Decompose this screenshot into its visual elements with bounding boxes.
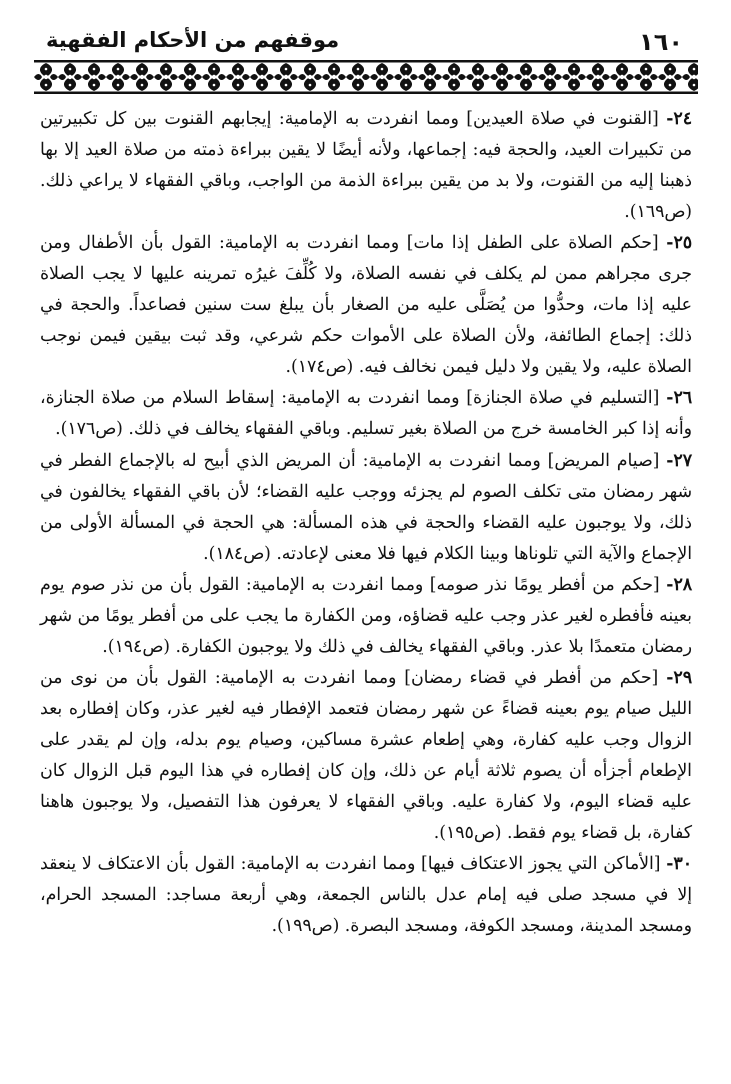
entry-number: ٢٦- (666, 388, 693, 409)
entry-text: [صيام المريض] ومما انفردت به الإمامية: أن المريض الذي أبيح له بالإجماع الفطر في شهر رمضان متى تكلف الصوم لم يجزئه ووجب عليه القضاء؛ لأن باقي الفقهاء يخالفون في ذلك، ولا يوجبون عليه القضاء والحجة في هذه المسألة: هي الحجة في المسألة الأولى من الإجماع والآية التي تلوناها وبينا الكلام فيها فلا معنى لإعادته. (ص١٨٤). (40, 450, 692, 564)
entry-27 (40, 446, 692, 570)
entry-number: ٢٧- (666, 450, 692, 471)
page-number: ١٦٠ (639, 28, 683, 56)
entry-26 (40, 383, 692, 445)
entry-number: ٢٥- (666, 233, 693, 254)
entry-28 (40, 570, 692, 663)
entry-text: [التسليم في صلاة الجنازة] ومما انفردت به الإمامية: إسقاط السلام من صلاة الجنازة، وأنه إذا كبر الخامسة خرج من الصلاة بغير تسليم. وباقي الفقهاء يخالف في ذلك. (ص١٧٦). (40, 388, 692, 440)
entry-30 (40, 849, 692, 942)
entry-number: ٢٤- (666, 109, 692, 129)
floral-border-icon (34, 60, 698, 94)
entry-number: ٣٠- (666, 854, 692, 875)
document-body (40, 104, 692, 942)
entry-29 (40, 663, 692, 849)
entry-text: [حكم من أفطر يومًا نذر صومه] ومما انفردت به الإمامية: القول بأن من نذر صوم يوم بعينه فأفطره لغير عذر وجب عليه قضاؤه، ومن الكفارة ما يجب على من أفطر يومًا من شهر رمضان متعمدًا بلا عذر. وباقي الفقهاء يخالف في ذلك ولا يوجبون الكفارة. (ص١٩٤). (40, 574, 692, 657)
entry-text: [القنوت في صلاة العيدين] ومما انفردت به الإمامية: إيجابهم القنوت بين كل تكبيرتين من تكبيرات العيد، والحجة فيه: إجماعها، ولأنه أيضًا لا يقين ببراءة ذمته من صلاة العيد إلا بها ذهبنا إليه من القنوت، ولا بد من يقين ببراءة الذمة من الواجب، وباقي الفقهاء لا يراعي ذلك. (ص١٦٩). (40, 109, 692, 223)
entry-25 (40, 228, 692, 383)
running-title: موقفهم من الأحكام الفقهية (46, 28, 340, 52)
entry-text: [حكم الصلاة على الطفل إذا مات] ومما انفردت به الإمامية: القول بأن الأطفال ومن جرى مجراهم ممن لم يكلف في نفسه الصلاة، ولا كُلِّفَ غيرُه تمرينه عليها لا يجب الصلاة عليه إذا مات، وحدُّوا من يُصَلَّى عليه من الصغار بأن يبلغ ست سنين فصاعداً. والحجة في ذلك: إجماع الطائفة، ولأن الصلاة على الأموات حكم شرعي، وقد ثبت بيقين فيمن نوجب الصلاة عليه، ولا يقين ولا دليل فيمن نخالف فيه. (ص١٧٤). (40, 233, 692, 378)
entry-number: ٢٨- (666, 574, 693, 595)
entry-text: [حكم من أفطر في قضاء رمضان] ومما انفردت به الإمامية: القول بأن من نوى من الليل صيام يوم بعينه قضاءً عن شهر رمضان فتعمد الإفطار فيه لغير عذر، وكان إفطاره بعد الزوال وجب عليه كفارة، وهي إطعام عشرة مساكين، وصيام يوم بدله، وإن لم يقدر على الإطعام أجزأه أن يصوم ثلاثة أيام عن ذلك، وإن كان إفطاره في هذا اليوم قبل الزوال كان عليه قضاء اليوم، ولا كفارة عليه. وباقي الفقهاء لا يعرفون هذا التفصيل، ولا يوجبون هاهنا كفارة، بل قضاء يوم فقط. (ص١٩٥). (40, 667, 692, 844)
page-header (30, 28, 691, 62)
entry-number: ٢٩- (666, 667, 692, 688)
entry-text: [الأماكن التي يجوز الاعتكاف فيها] ومما انفردت به الإمامية: القول بأن الاعتكاف لا ينعقد إلا في مسجد صلى فيه إمام عدل بالناس الجمعة، وهي أربعة مساجد: المسجد الحرام، ومسجد المدينة، ومسجد الكوفة، ومسجد البصرة. (ص١٩٩). (40, 854, 692, 937)
entry-24 (40, 104, 692, 228)
